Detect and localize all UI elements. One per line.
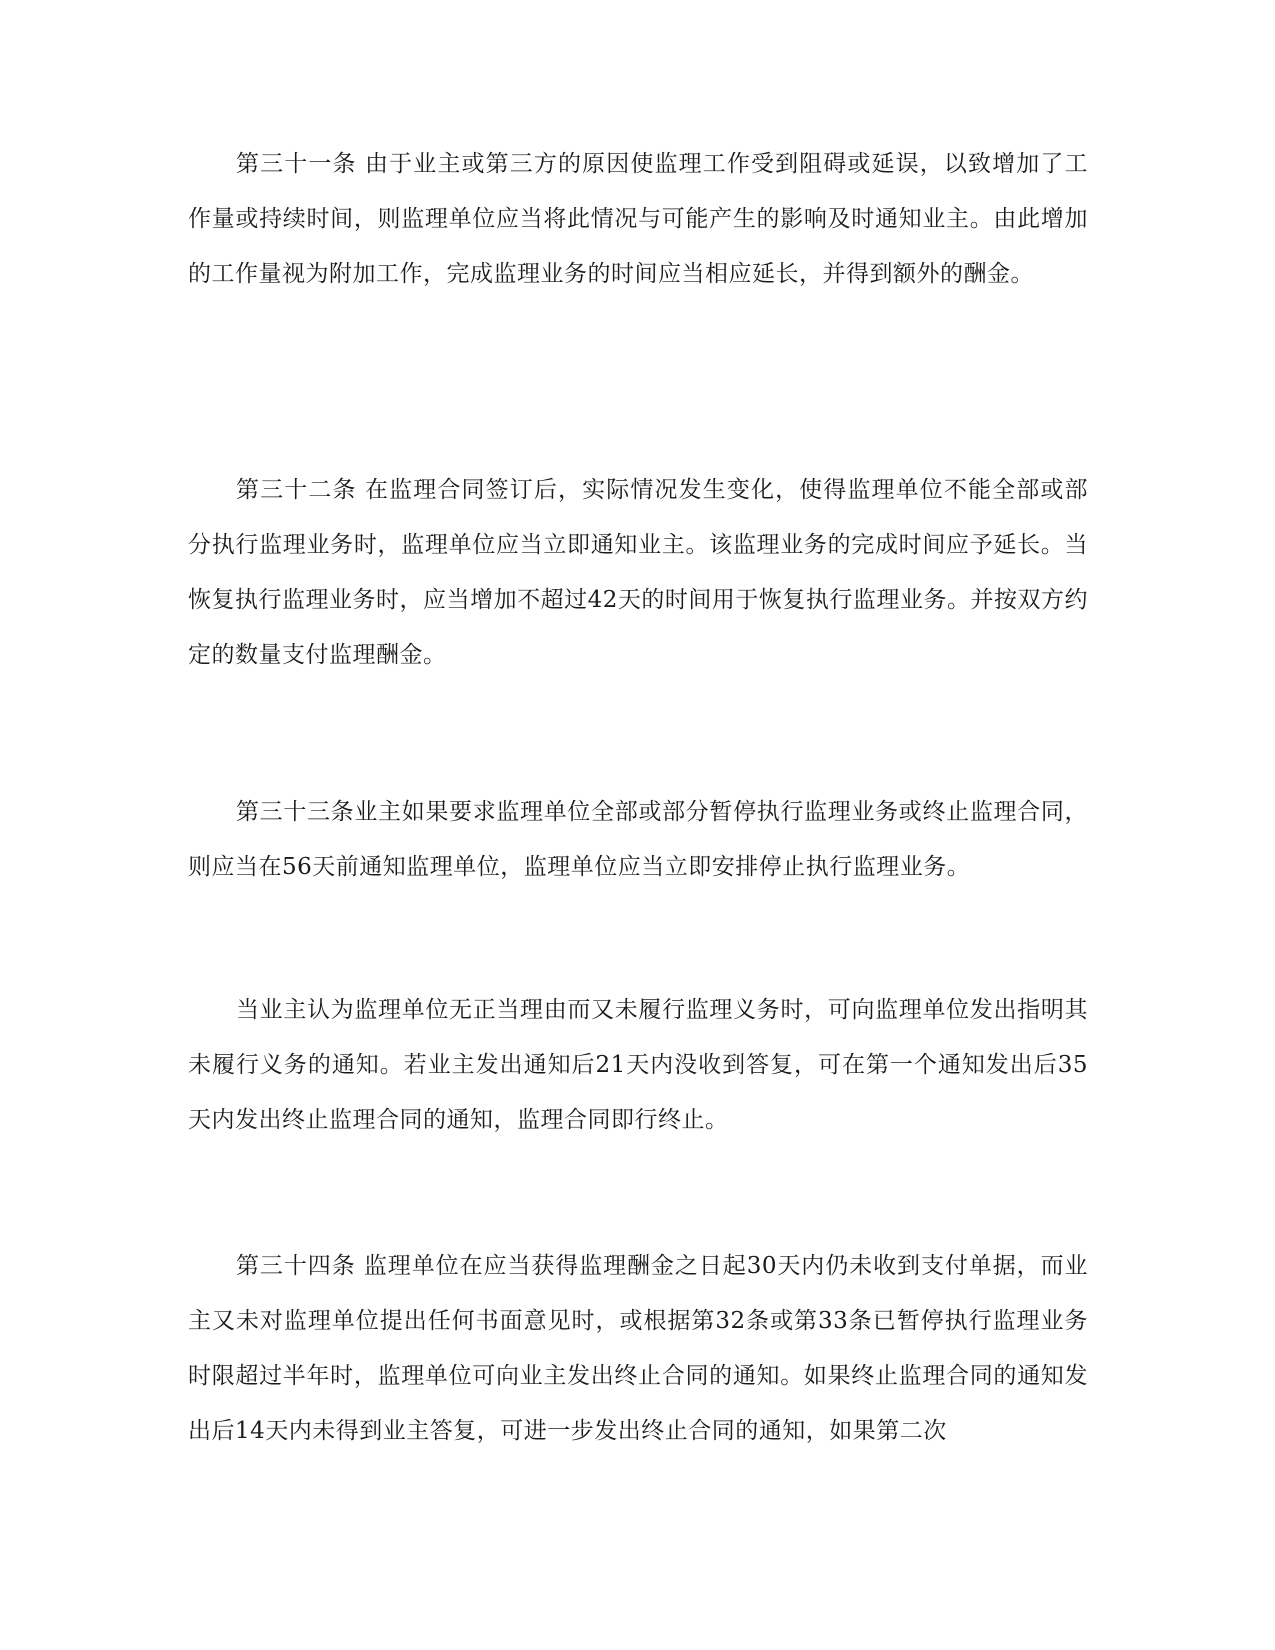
article-34-paragraph: 第三十四条 监理单位在应当获得监理酬金之日起30天内仍未收到支付单据，而业主又未对监理单位提出任何书面意见时，或根据第32条或第33条已暂停执行监理业务时限超过半年时，监理单位可向业主发出终止合同的通知。如果终止监理合同的通知发出后14天内未得到业主答复，可进一步发出终止合同的通知，如果第二次 xyxy=(188,1253,1088,1444)
article-32-paragraph: 第三十二条 在监理合同签订后，实际情况发生变化，使得监理单位不能全部或部分执行监理业务时，监理单位应当立即通知业主。该监理业务的完成时间应予延长。当恢复执行监理业务时，应当增加不超过42天的时间用于恢复执行监理业务。并按双方约定的数量支付监理酬金。 xyxy=(188,477,1088,668)
article-31-paragraph: 第三十一条 由于业主或第三方的原因使监理工作受到阻碍或延误，以致增加了工作量或持续时间，则监理单位应当将此情况与可能产生的影响及时通知业主。由此增加的工作量视为附加工作，完成监理业务的时间应当相应延长，并得到额外的酬金。 xyxy=(188,151,1088,287)
article-33-paragraph: 第三十三条业主如果要求监理单位全部或部分暂停执行监理业务或终止监理合同，则应当在56天前通知监理单位，监理单位应当立即安排停止执行监理业务。 xyxy=(188,799,1088,880)
termination-notice-paragraph: 当业主认为监理单位无正当理由而又未履行监理义务时，可向监理单位发出指明其未履行义务的通知。若业主发出通知后21天内没收到答复，可在第一个通知发出后35天内发出终止监理合同的通知，监理合同即行终止。 xyxy=(188,997,1088,1133)
